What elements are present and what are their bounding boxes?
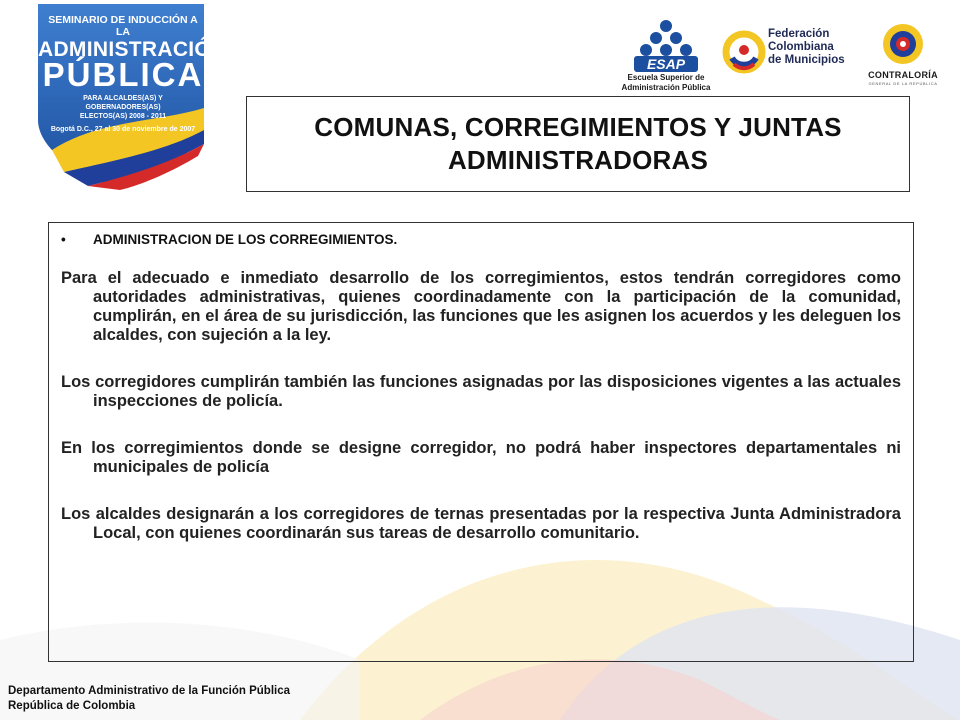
fcm-line3: de Municipios <box>768 54 845 66</box>
contraloria-name: CONTRALORÍA <box>868 70 938 80</box>
fcm-line1: Federación <box>768 28 830 40</box>
content-box <box>48 222 914 662</box>
footer-line2: República de Colombia <box>8 700 136 712</box>
fcm-line2: Colombiana <box>768 41 834 53</box>
paragraph-2: Los corregidores cumplirán también las funciones asignadas por las disposiciones vigentes a las actuales inspecciones de policía. <box>61 373 901 410</box>
esap-dots-icon <box>620 18 712 74</box>
badge-line-admin: ADMINISTRACIÓN <box>38 38 227 61</box>
seminar-badge-logo <box>8 0 233 192</box>
bullet-heading <box>61 232 901 247</box>
section-heading: ADMINISTRACION DE LOS CORREGIMIENTOS. <box>93 232 398 247</box>
footer <box>8 684 290 714</box>
title-box <box>246 96 910 192</box>
paragraph-1: Para el adecuado e inmediato desarrollo de los corregimientos, estos tendrán corregidores como autoridades administrativas, quienes coordinadamente con la participación de la comunidad, cumplirán, en el área de su jurisdicción, las funciones que les asignen los acuerdos y les deleguen los alcaldes, con sujeción a la ley. <box>61 269 901 344</box>
badge-line-top: SEMINARIO DE INDUCCIÓN A LA <box>48 14 198 38</box>
paragraph-3: En los corregimientos donde se designe corregidor, no podrá haber inspectores departamentales ni municipales de policía <box>61 439 901 476</box>
contraloria-subtitle: GENERAL DE LA REPÚBLICA <box>868 81 938 86</box>
contraloria-seal-icon <box>858 22 948 68</box>
paragraph-4: Los alcaldes designarán a los corregidores de ternas presentadas por la respectiva Junta Administradora Local, con quienes coordinarán sus tareas de desarrollo comunitario. <box>61 505 901 542</box>
esap-text-line1: Escuela Superior de <box>627 73 705 82</box>
fcm-swirl-icon <box>722 28 766 78</box>
fcm-logo <box>722 28 847 84</box>
esap-acronym: ESAP <box>646 56 686 72</box>
page-title-line2: ADMINISTRADORAS <box>447 145 709 175</box>
bullet-icon: • <box>61 232 66 247</box>
contraloria-logo <box>858 22 948 94</box>
badge-line-date: Bogotá D.C., 27 al 30 de noviembre de 2007 <box>50 126 196 133</box>
footer-line1: Departamento Administrativo de la Función Pública <box>8 685 291 697</box>
badge-line-publica: PÚBLICA <box>42 56 204 93</box>
esap-logo <box>620 18 712 96</box>
badge-line-sub <box>48 94 198 121</box>
page-title <box>314 111 841 177</box>
badge-sub-1: PARA ALCALDES(AS) Y GOBERNADORES(AS) <box>83 95 163 111</box>
page-title-line1: COMUNAS, CORREGIMIENTOS Y JUNTAS <box>314 112 842 142</box>
badge-sub-2: ELECTOS(AS) 2008 - 2011 <box>79 113 167 120</box>
esap-text-line2: Administración Pública <box>621 83 711 92</box>
fcm-text <box>768 28 845 67</box>
